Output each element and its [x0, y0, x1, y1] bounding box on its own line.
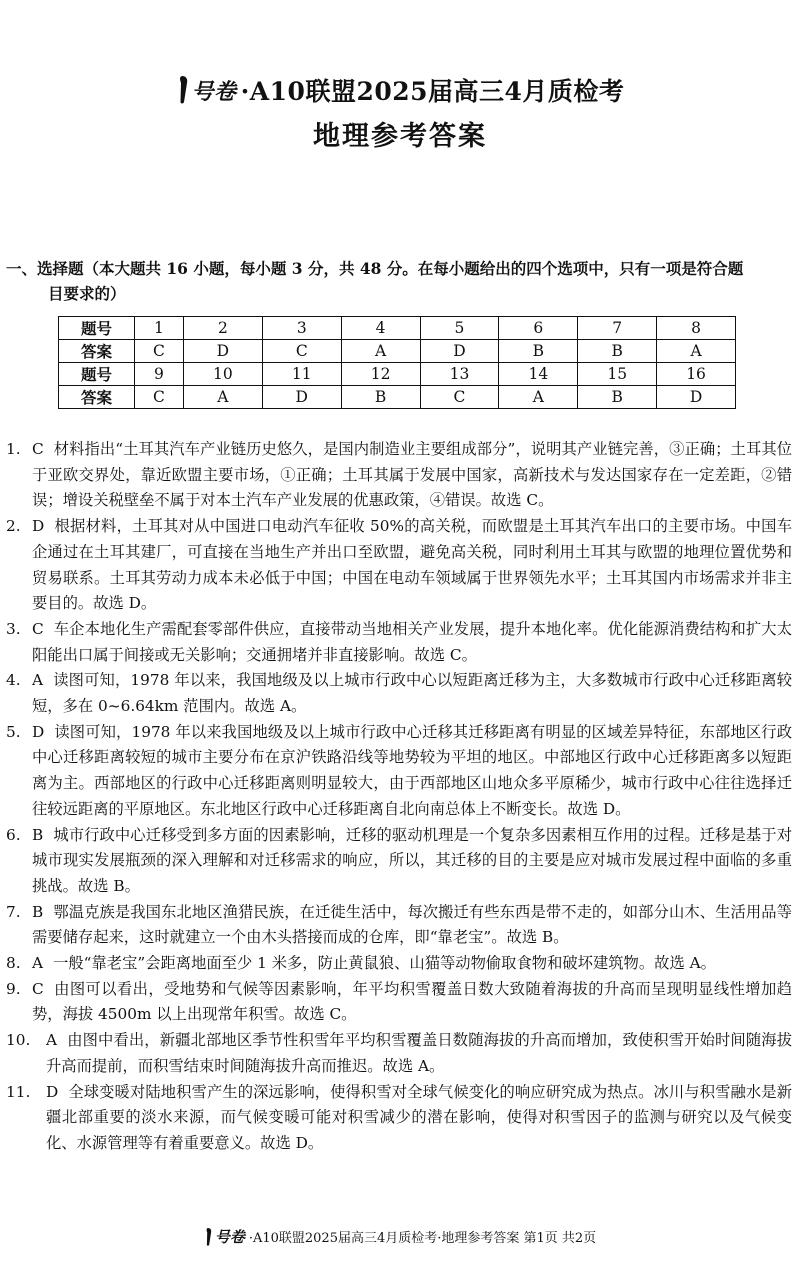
table-cell: D — [262, 386, 341, 409]
answer-letter: C — [32, 619, 44, 638]
section-heading — [6, 256, 790, 306]
explanation-item — [6, 437, 792, 514]
table-cell: 9 — [135, 363, 184, 386]
table-cell: 6 — [499, 317, 578, 340]
page-subtitle: 地理参考答案 — [313, 121, 487, 152]
table-cell: A — [499, 386, 578, 409]
table-cell: 12 — [341, 363, 420, 386]
question-number: 11. — [6, 1082, 31, 1101]
table-row — [59, 340, 736, 363]
question-number: 4. — [6, 671, 21, 690]
brush-stroke-icon — [176, 75, 190, 105]
row-label: 答案 — [59, 386, 135, 409]
explanation-text: 一般“靠老宝”会距离地面至少 1 米多，防止黄鼠狼、山猫等动物偷取食物和破坏建筑物。故选 A。 — [53, 954, 716, 973]
question-number: 8. — [6, 954, 21, 973]
brand-name: 号卷 — [191, 78, 237, 105]
answer-letter: A — [32, 954, 44, 973]
table-row — [59, 317, 736, 340]
table-cell: 2 — [183, 317, 262, 340]
page-footer — [0, 1226, 800, 1247]
explanation-list — [6, 437, 792, 1157]
row-label: 题号 — [59, 363, 135, 386]
answer-letter: C — [32, 440, 44, 458]
table-cell: C — [135, 386, 184, 409]
explanation-text: 车企本地化生产需配套零部件供应，直接带动当地相关产业发展，提升本地化率。优化能源消费结构和扩大太阳能出口属于间接或无关影响；交通拥堵并非直接影响。故选 C。 — [32, 619, 792, 664]
table-cell: 16 — [657, 363, 736, 386]
explanation-text: 城市行政中心迁移受到多方面的因素影响，迁移的驱动机理是一个复杂多因素相互作用的过程。迁移是基于对城市现实发展瓶颈的深入理解和对迁移需求的响应，所以，其迁移的目的主要是应对城市发展过程中面临的多重挑战。故选 B。 — [32, 825, 792, 895]
explanation-body — [32, 437, 792, 514]
section-heading-line1: 一、选择题（本大题共 16 小题，每小题 3 分，共 48 分。在每小题给出的四个选项中，只有一项是符合题 — [6, 259, 744, 278]
footer-brand: 号卷 — [214, 1228, 245, 1246]
footer-text: ·A10联盟2025届高三4月质检考·地理参考答案 第1页 共2页 — [248, 1231, 597, 1246]
explanation-text: 由图可以看出，受地势和气候等因素影响，年平均积雪覆盖日数大致随着海拔的升高而呈现明显线性增加趋势，海拔 4500m 以上出现常年积雪。故选 C。 — [32, 979, 792, 1024]
question-number: 5. — [6, 722, 21, 741]
section-heading-line2: 目要求的） — [48, 284, 126, 303]
brand-logo — [176, 75, 237, 106]
table-cell: B — [341, 386, 420, 409]
explanation-item — [6, 514, 792, 617]
page-header — [0, 72, 800, 153]
explanation-body — [32, 668, 792, 719]
table-cell: 15 — [578, 363, 657, 386]
answer-letter: A — [32, 671, 44, 690]
question-number: 10. — [6, 1031, 31, 1050]
table-cell: A — [183, 386, 262, 409]
explanation-body — [32, 514, 792, 617]
explanation-text: 材料指出“土耳其汽车产业链历史悠久，是国内制造业主要组成部分”，说明其产业链完善，③正确；土耳其位于亚欧交界处，靠近欧盟主要市场，①正确；土耳其属于发展中国家，高新技术与发达国家存在一定差距，②错误；增设关税壁垒不属于对本土汽车产业发展的优惠政策，④错误。故选 C。 — [32, 440, 792, 510]
table-cell: C — [135, 340, 184, 363]
answer-letter: C — [32, 979, 44, 998]
explanation-item — [6, 617, 792, 668]
table-cell: D — [657, 386, 736, 409]
explanation-item — [6, 668, 792, 719]
question-number: 2. — [6, 517, 21, 536]
table-row — [59, 386, 736, 409]
explanation-item — [6, 900, 792, 951]
answer-letter: D — [32, 722, 45, 741]
explanation-body — [32, 720, 792, 823]
table-cell: 11 — [262, 363, 341, 386]
explanation-text: 全球变暖对陆地积雪产生的深远影响，使得积雪对全球气候变化的响应研究成为热点。冰川与积雪融水是新疆北部重要的淡水来源，而气候变暖可能对积雪减少的潜在影响，使得对积雪因子的监测与研究以及气候变化、水源管理等有着重要意义。故选 D。 — [46, 1082, 792, 1152]
table-cell: 13 — [420, 363, 499, 386]
explanation-text: 鄂温克族是我国东北地区渔猎民族，在迁徙生活中，每次搬迁有些东西是带不走的，如部分山木、生活用品等需要储存起来，这时就建立一个由木头搭接而成的仓库，即“靠老宝”。故选 B。 — [32, 902, 792, 947]
explanation-text: 由图中看出，新疆北部地区季节性积雪年平均积雪覆盖日数随海拔的升高而增加，致使积雪开始时间随海拔升高而提前，而积雪结束时间随海拔升高而推迟。故选 A。 — [46, 1031, 792, 1075]
answer-letter: B — [32, 902, 44, 921]
table-cell: 10 — [183, 363, 262, 386]
question-number: 7. — [6, 902, 21, 921]
explanation-body — [46, 1080, 792, 1157]
table-cell: D — [183, 340, 262, 363]
explanation-item — [6, 951, 792, 977]
question-number: 9. — [6, 979, 21, 998]
table-cell: B — [499, 340, 578, 363]
row-label: 答案 — [59, 340, 135, 363]
explanation-body — [32, 900, 792, 951]
title-text: ·A10联盟2025届高三4月质检考 — [240, 77, 625, 106]
table-cell: C — [420, 386, 499, 409]
explanation-item — [6, 977, 792, 1028]
question-number: 3. — [6, 619, 21, 638]
answer-table — [58, 316, 736, 409]
explanation-item — [6, 823, 792, 900]
table-cell: C — [262, 340, 341, 363]
explanation-text: 读图可知，1978 年以来我国地级及以上城市行政中心迁移其迁移距离有明显的区域差异特征，东部地区行政中心迁移距离较短的城市主要分布在京沪铁路沿线等地势较为平坦的地区。中部地区行政中心迁移距离多以短距离为主。西部地区的行政中心迁移距离则明显较大，由于西部地区山地众多平原稀少，城市行政中心往往选择迁往较远距离的平原地区。东北地区行政中心迁移距离自北向南总体上不断变长。故选 D。 — [32, 722, 792, 818]
answer-letter: B — [32, 825, 44, 844]
table-cell: A — [657, 340, 736, 363]
explanation-body — [46, 1028, 792, 1079]
question-number: 1. — [6, 440, 21, 458]
answer-letter: A — [46, 1031, 58, 1050]
table-cell: A — [341, 340, 420, 363]
table-cell: 3 — [262, 317, 341, 340]
explanation-item — [6, 720, 792, 823]
question-number: 6. — [6, 825, 21, 844]
explanation-body — [32, 951, 792, 977]
footer-logo — [204, 1226, 245, 1247]
explanation-text: 读图可知，1978 年以来，我国地级及以上城市行政中心以短距离迁移为主，大多数城市行政中心迁移距离较短，多在 0~6.64km 范围内。故选 A。 — [32, 671, 792, 716]
answer-letter: D — [32, 517, 45, 536]
answer-letter: D — [46, 1082, 59, 1101]
explanation-item — [6, 1028, 792, 1079]
page-title — [0, 72, 800, 108]
table-cell: B — [578, 340, 657, 363]
explanation-body — [32, 617, 792, 668]
brush-stroke-icon — [204, 1227, 213, 1247]
table-cell: 4 — [341, 317, 420, 340]
explanation-text: 根据材料，土耳其对从中国进口电动汽车征收 50%的高关税，而欧盟是土耳其汽车出口的主要市场。中国车企通过在土耳其建厂，可直接在当地生产并出口至欧盟，避免高关税，同时利用土耳其与欧盟的地理位置优势和贸易联系。土耳其劳动力成本未必低于中国；中国在电动车领域属于世界领先水平；土耳其国内市场需求并非主要目的。故选 D。 — [32, 517, 792, 613]
table-cell: 1 — [135, 317, 184, 340]
table-cell: B — [578, 386, 657, 409]
explanation-body — [32, 823, 792, 900]
explanation-body — [32, 977, 792, 1028]
table-cell: 5 — [420, 317, 499, 340]
table-cell: 8 — [657, 317, 736, 340]
table-row — [59, 363, 736, 386]
row-label: 题号 — [59, 317, 135, 340]
table-cell: 14 — [499, 363, 578, 386]
table-cell: 7 — [578, 317, 657, 340]
table-cell: D — [420, 340, 499, 363]
explanation-item — [6, 1080, 792, 1157]
